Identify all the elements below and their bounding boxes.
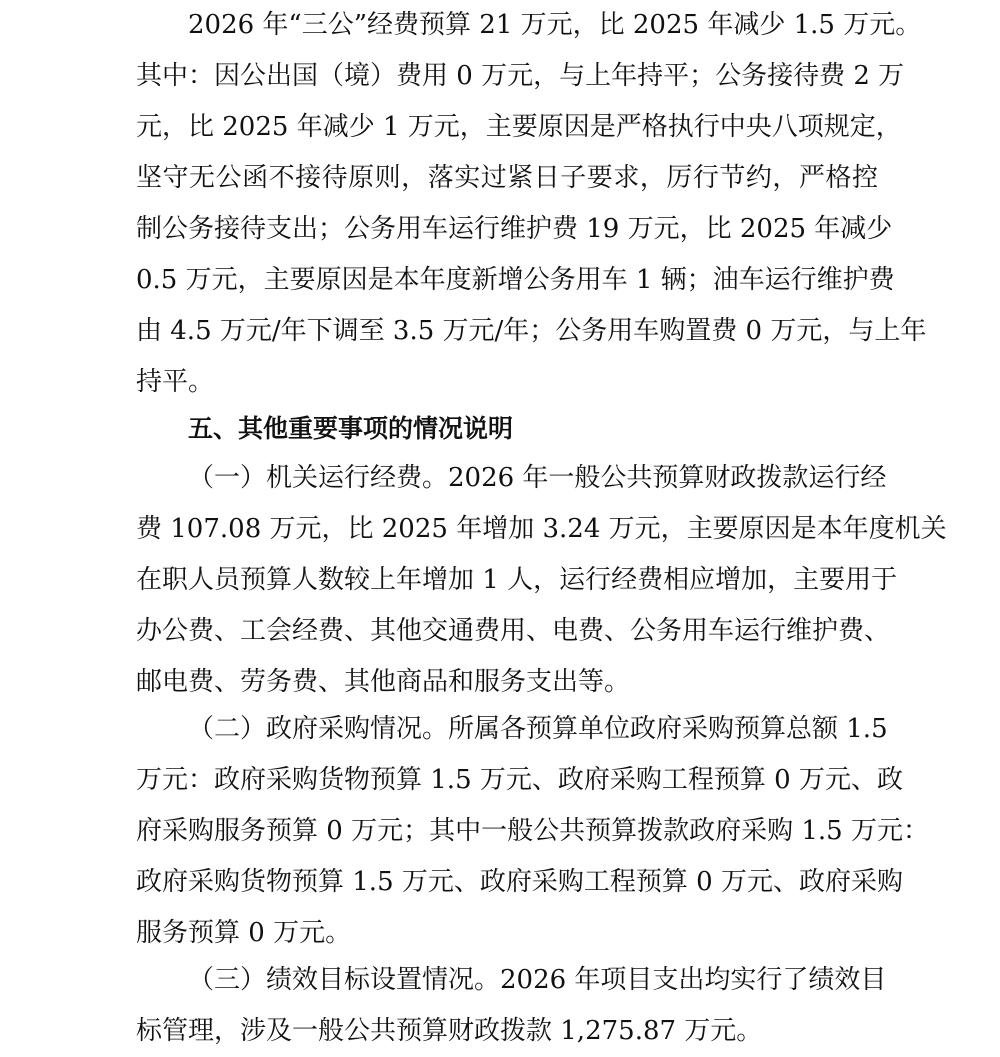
text-line: 政府采购货物预算 1.5 万元、政府采购工程预算 0 万元、政府采购 (136, 867, 903, 897)
text-line: 制公务接待支出；公务用车运行维护费 19 万元，比 2025 年减少 (136, 214, 893, 244)
text-line: （三）绩效目标设置情况。2026 年项目支出均实行了绩效目 (188, 965, 887, 995)
text-line: 持平。 (136, 367, 215, 397)
text-line: 在职人员预算人数较上年增加 1 人，运行经费相应增加，主要用于 (136, 565, 898, 595)
text-line: （一）机关运行经费。2026 年一般公共预算财政拨款运行经 (188, 463, 887, 493)
text-line: 0.5 万元，主要原因是本年度新增公务用车 1 辆；油车运行维护费 (136, 265, 895, 295)
text-line: 2026 年“三公”经费预算 21 万元，比 2025 年减少 1.5 万元。 (188, 10, 922, 40)
text-line: 费 107.08 万元，比 2025 年增加 3.24 万元，主要原因是本年度机关 (136, 514, 947, 544)
text-line: （二）政府采购情况。所属各预算单位政府采购预算总额 1.5 (188, 714, 888, 744)
text-line: 标管理，涉及一般公共预算财政拨款 1,275.87 万元。 (136, 1016, 763, 1046)
text-line: 府采购服务预算 0 万元；其中一般公共预算拨款政府采购 1.5 万元： (136, 816, 929, 846)
text-line: 元，比 2025 年减少 1 万元，主要原因是严格执行中央八项规定， (136, 112, 902, 142)
text-line: 由 4.5 万元/年下调至 3.5 万元/年；公务用车购置费 0 万元，与上年 (136, 316, 927, 346)
text-line: 服务预算 0 万元。 (136, 918, 352, 948)
text-line: 其中：因公出国（境）费用 0 万元，与上年持平；公务接待费 2 万 (136, 61, 905, 91)
text-line: 万元：政府采购货物预算 1.5 万元、政府采购工程预算 0 万元、政 (136, 765, 903, 795)
section-heading: 五、其他重要事项的情况说明 (188, 414, 514, 443)
text-line: 坚守无公函不接待原则，落实过紧日子要求，厉行节约，严格控 (136, 163, 878, 193)
text-line: 邮电费、劳务费、其他商品和服务支出等。 (136, 667, 631, 697)
text-line: 办公费、工会经费、其他交通费用、电费、公务用车运行维护费、 (136, 616, 891, 646)
